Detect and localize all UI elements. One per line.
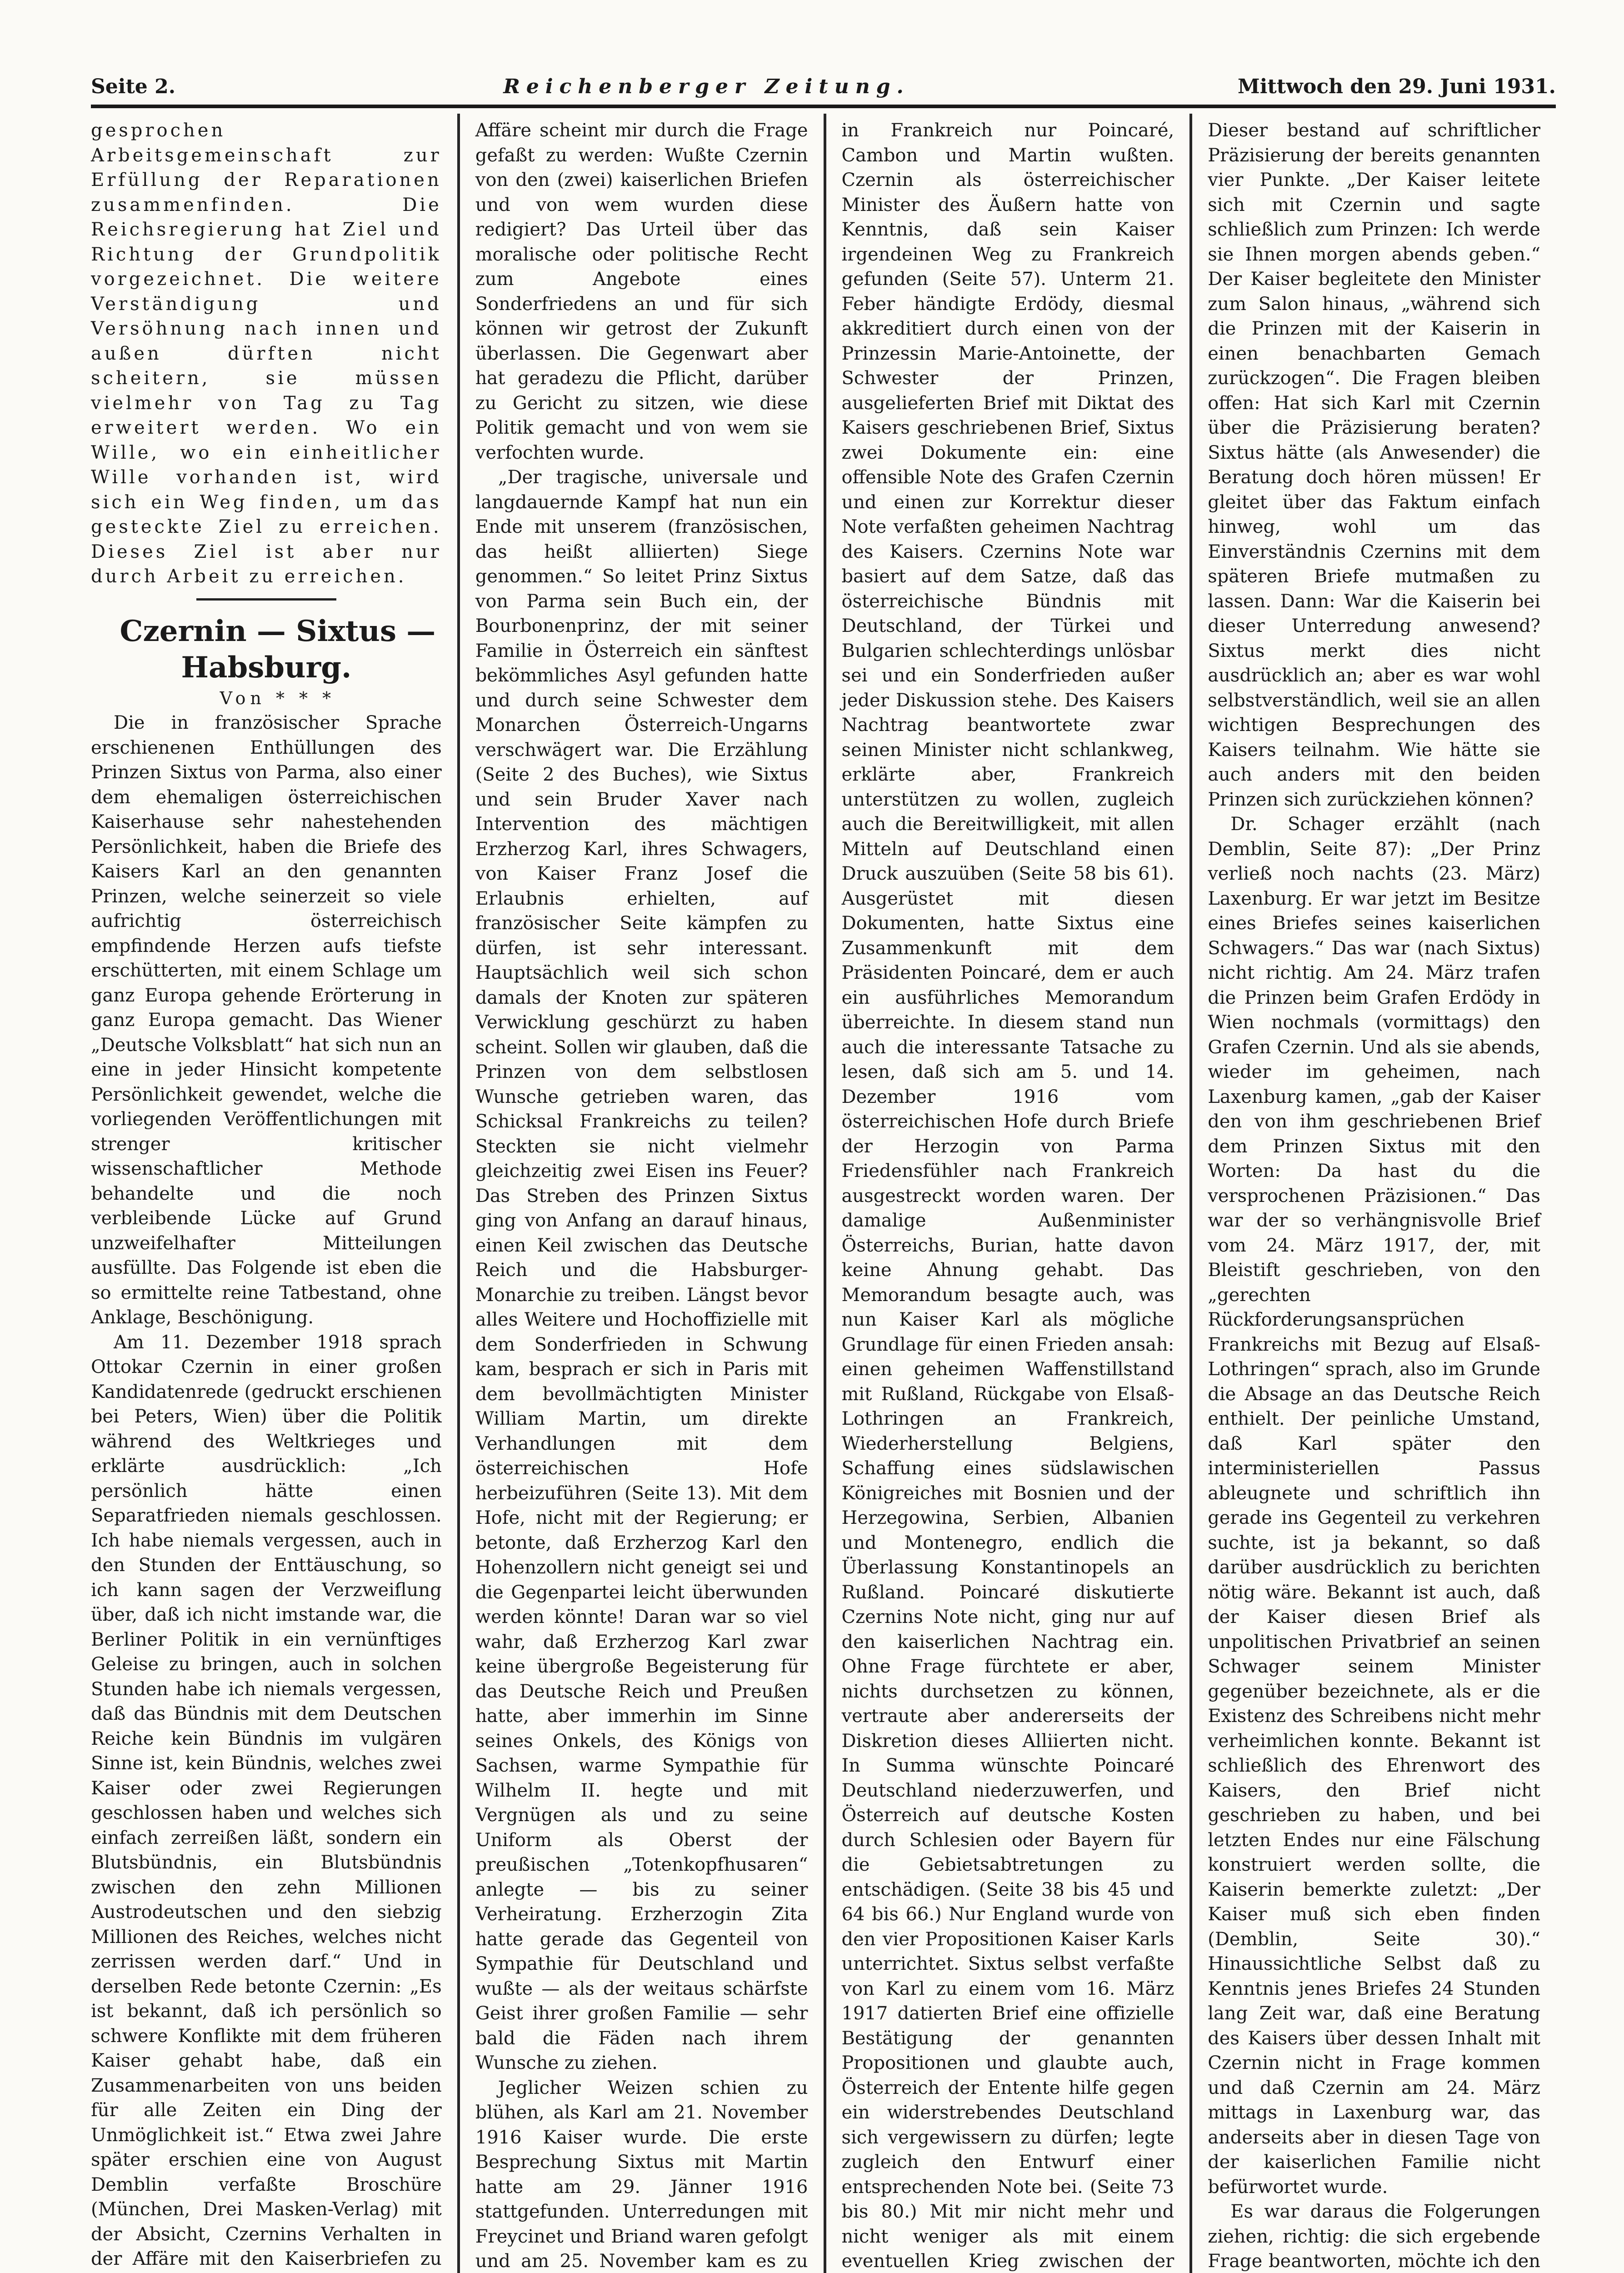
article-byline: Von * * * (91, 686, 442, 711)
paragraph: Dr. Schager erzählt (nach Demblin, Seite 87): „Der Prinz verließ noch nachts (23. März) Laxenburg. Er war jetzt im Besitze eines Briefes seines kaiserlichen Schwagers.“ Das war (nach Sixtus) nicht richtig. Am 24. März trafen die Prinzen beim Grafen Erdödy in Wien nochmals (vormittags) den Grafen Czernin. Und als sie abends, wieder im geheimen, nach Laxenburg kamen, „gab der Kaiser den von ihm geschriebenen Brief dem Prinzen Sixtus mit den Worten: Da hast du die versprochenen Präzisionen.“ Das war der so verhängnisvolle Brief vom 24. März 1917, der, mit Bleistift geschrieben, von den „gerechten Rückforderungsansprüchen Frankreichs mit Bezug auf Elsaß-Lothringen“ sprach, also im Grunde die Absage an das Deutsche Reich enthielt. Der peinliche Umstand, daß Karl später den interministeriellen Passus ableugnete und schriftlich ihn gerade ins Gegenteil zu verkehren suchte, ist ja bekannt, so daß darüber ausdrücklich zu berichten nötig wäre. Bekannt ist auch, daß der Kaiser diesen Brief als unpolitischen Privatbrief an seinen Schwager seinem Minister gegenüber bezeichnete, als er die Existenz des Schreibens nicht mehr verheimlichen konnte. Bekannt ist schließlich des Ehrenwort des Kaisers, den Brief nicht geschrieben zu haben, und bei letzten Endes nur eine Fälschung konstruiert werden sollte, die Kaiserin bemerkte zuletzt: „Der Kaiser muß sich eben finden (Demblin, Seite 30).“ Hinaussichtliche Selbst daß zu Kenntnis jenes Briefes 24 Stunden lang Zeit war, daß eine Beratung des Kaisers über dessen Inhalt mit Czernin nicht in Frage kommen und daß Czernin am 24. März mittags in Laxenburg war, das anderseits aber in diesen Tage von der kaiserlichen Familie nicht befürwortet wurde. (1208, 812, 1540, 2199)
page-number: Seite 2. (91, 75, 175, 98)
column-4 (1189, 114, 1556, 2273)
column-1 (91, 114, 457, 2273)
page-header (91, 68, 1556, 108)
paragraph: Affäre scheint mir durch die Frage gefaßt zu werden: Wußte Czernin von den (zwei) kaiserlichen Briefen und von wem wurden diese redigiert? Das Urteil über das moralische oder politische Recht zum Angebote eines Sonderfriedens an und für sich können wir getrost der Zukunft überlassen. Die Gegenwart aber hat geradezu die Pflicht, darüber zu Gericht zu sitzen, wie diese Politik gemacht und von wem sie verfochten wurde. (475, 118, 808, 465)
paragraph: in Frankreich nur Poincaré, Cambon und Martin wußten. Czernin als österreichischer Minister des Äußern hatte von Kenntnis, daß sein Kaiser irgendeinen Weg zu Frankreich gefunden (Seite 57). Unterm 21. Feber händigte Erdödy, diesmal akkreditiert durch einen von der Prinzessin Marie-Antoinette, der Schwester der Prinzen, ausgelieferten Brief mit Diktat des Kaisers geschriebenen Brief, Sixtus zwei Dokumente ein: eine offensible Note des Grafen Czernin und einen zur Korrektur dieser Note verfaßten geheimen Nachtrag des Kaisers. Czernins Note war basiert auf dem Satze, daß das österreichische Bündnis mit Deutschland, der Türkei und Bulgarien schlechterdings unlösbar sei und ein Sonderfrieden außer jeder Diskussion stehe. Des Kaisers Nachtrag beantwortete zwar seinen Minister nicht schlankweg, erklärte aber, Frankreich unterstützen zu wollen, zugleich auch die Bereitwilligkeit, mit allen Mitteln auf Deutschland einen Druck auszuüben (Seite 58 bis 61). Ausgerüstet mit diesen Dokumenten, hatte Sixtus eine Zusammenkunft mit dem Präsidenten Poincaré, dem er auch ein ausführliches Memorandum überreichte. In diesem stand nun auch die interessante Tatsache zu lesen, daß sich am 5. und 14. Dezember 1916 vom österreichischen Hofe durch Briefe der Herzogin von Parma Friedensfühler nach Frankreich ausgestreckt worden waren. Der damalige Außenminister Österreichs, Burian, hatte davon keine Ahnung gehabt. Das Memorandum besagte auch, was nun Kaiser Karl als mögliche Grundlage für einen Frieden ansah: einen geheimen Waffenstillstand mit Rußland, Rückgabe von Elsaß-Lothringen an Frankreich, Wiederherstellung Belgiens, Schaffung eines südslawischen Königreiches mit Bosnien und der Herzegowina, Serbien, Albanien und Montenegro, endlich die Überlassung Konstantinopels an Rußland. Poincaré diskutierte Czernins Note nicht, ging nur auf den kaiserlichen Nachtrag ein. Ohne Frage fürchtete er aber, nichts durchsetzen zu können, vertraute aber andererseits der Diskretion dieses Alliierten nicht. In Summa wünschte Poincaré Deutschland niederzuwerfen, und Österreich auf deutsche Kosten durch Schlesien oder Bayern für die Gebietsabtretungen zu entschädigen. (Seite 38 bis 45 und 64 bis 66.) Nur England wurde von den vier Propositionen Kaiser Karls unterrichtet. Sixtus selbst verfaßte von Karl zu einem vom 16. März 1917 datierten Brief eine offizielle Bestätigung der genannten Propositionen und glaubte auch, Österreich der Entente hilfe gegen ein widerstrebendes Deutschland sich vergewissern zu dürfen; legte zugleich den Entwurf einer entsprechenden Note bei. (Seite 73 bis 80.) Mit mir nicht mehr und nicht weniger als mit einem eventuellen Krieg zwischen der (842, 118, 1174, 2273)
issue-date: Mittwoch den 29. Juni 1931. (1238, 75, 1556, 98)
article-headline: Czernin — Sixtus — Habsburg. (91, 613, 442, 686)
paragraph: Am 11. Dezember 1918 sprach Ottokar Czernin in einer großen Kandidatenrede (gedruckt erschienen bei Peters, Wien) über die Politik während des Weltkrieges und erklärte ausdrücklich: „Ich persönlich hätte einen Separatfrieden niemals geschlossen. Ich habe niemals vergessen, auch in den Stunden der Enttäuschung, so ich kann sagen der Verzweiflung über, daß ich nicht imstande war, die Berliner Politik in ein vernünftiges Geleise zu bringen, auch in solchen Stunden habe ich niemals vergessen, daß das Bündnis mit dem Deutschen Reiche kein Bündnis im vulgären Sinne ist, kein Bündnis, welches zwei Kaiser oder zwei Regierungen geschlossen haben und welches sich einfach zerreißen läßt, sondern ein Blutsbündnis, ein Blutsbündnis zwischen den zehn Millionen Austrodeutschen und den siebzig Millionen des Reiches, welches nicht zerrissen werden darf.“ Und in derselben Rede betonte Czernin: „Es ist bekannt, daß ich persönlich so schwere Konflikte mit dem früheren Kaiser gehabt habe, daß ein Zusammenarbeiten von uns beiden für alle Zeiten ein Ding der Unmöglichkeit ist.“ Etwa zwei Jahre später erschien eine von August Demblin verfaßte Broschüre (München, Drei Masken-Verlag) mit der Absicht, Czernins Verhalten in der Affäre mit den Kaiserbriefen zu (91, 1330, 442, 2273)
paragraph: Es war daraus die Folgerungen ziehen, richtig: die sich ergebende Frage beantworten, möchte ich den (1208, 2199, 1540, 2273)
column-2 (457, 114, 824, 2273)
paragraph: Die in französischer Sprache erschienenen Enthüllungen des Prinzen Sixtus von Parma, also einer dem ehemaligen österreichischen Kaiserhause sehr nahestehenden Persönlichkeit, haben die Briefe des Kaisers Karl an den genannten Prinzen, welche seinerzeit so viele aufrichtig österreichisch empfindende Herzen aufs tiefste erschütterten, mit einem Schlage um ganz Europa gehende Erörterung in ganz Europa gemacht. Das Wiener „Deutsche Volksblatt“ hat sich nun an eine in jeder Hinsicht kompetente Persönlichkeit gewendet, welche die vorliegenden Veröffentlichungen mit strenger kritischer wissenschaftlicher Methode behandelte und die noch verbleibende Lücke auf Grund unzweifelhafter Mitteilungen ausfüllte. Das Folgende ist eben die so ermittelte reine Tatbestand, ohne Anklage, Beschönigung. (91, 711, 442, 1330)
text-columns (91, 114, 1556, 2140)
paragraph: gesprochen Arbeitsgemeinschaft zur Erfüllung der Reparationen zusammenfinden. Die Reichsregierung hat Ziel und Richtung der Grundpolitik vorgezeichnet. Die weitere Verständigung und Versöhnung nach innen und außen dürften nicht scheitern, sie müssen vielmehr von Tag zu Tag erweitert werden. Wo ein Wille, wo ein einheitlicher Wille vorhanden ist, wird sich ein Weg finden, um das gesteckte Ziel zu erreichen. Dieses Ziel ist aber nur durch Arbeit zu erreichen. (91, 118, 442, 589)
column-3 (824, 114, 1190, 2273)
paragraph: Jeglicher Weizen schien zu blühen, als Karl am 21. November 1916 Kaiser wurde. Die erste Besprechung Sixtus mit Martin hatte am 29. Jänner 1916 stattgefunden. Unterredungen mit Freycinet und Briand waren gefolgt und am 25. November kam es zu (475, 2076, 808, 2273)
paragraph: Dieser bestand auf schriftlicher Präzisierung der bereits genannten vier Punkte. „Der Kaiser leitete sich mit Czernin und sagte schließlich zum Prinzen: Ich werde sie Ihnen morgen abends geben.“ Der Kaiser begleitete den Minister zum Salon hinaus, „während sich die Prinzen mit der Kaiserin in einen benachbarten Gemach zurückzogen“. Die Fragen bleiben offen: Hat sich Karl mit Czernin über die Präzisierung beraten? Sixtus hätte (als Anwesender) die Beratung doch hören müssen! Er gleitet über das Faktum einfach hinweg, wohl um das Einverständnis Czernins mit dem späteren Briefe mutmaßen zu lassen. Dann: War die Kaiserin bei dieser Unterredung anwesend? Sixtus merkt dies nicht ausdrücklich an; aber es war wohl selbstverständlich, weil sie an allen wichtigen Besprechungen des Kaisers teilnahm. Wie hätte sie auch anders mit den beiden Prinzen sich zurückziehen können? (1208, 118, 1540, 812)
divider (196, 598, 337, 601)
paragraph: „Der tragische, universale und langdauernde Kampf hat nun ein Ende mit unserem (französischen, das heißt alliierten) Siege genommen.“ So leitet Prinz Sixtus von Parma sein Buch ein, der Bourbonenprinz, der mit seiner Familie in Österreich ein sänftest bekömmliches Asyl gefunden hatte und durch seine Schwester dem Monarchen Österreich-Ungarns verschwägert war. Die Erzählung (Seite 2 des Buches), wie Sixtus und sein Bruder Xaver nach Intervention des mächtigen Erzherzog Karl, ihres Schwagers, von Kaiser Franz Josef die Erlaubnis erhielten, auf französischer Seite kämpfen zu dürfen, ist sehr interessant. Hauptsächlich weil sich schon damals der Knoten zur späteren Verwicklung geschürzt zu haben scheint. Sollen wir glauben, daß die Prinzen von dem selbstlosen Wunsche getrieben waren, das Schicksal Frankreichs zu teilen? Steckten sie nicht vielmehr gleichzeitig zwei Eisen ins Feuer? Das Streben des Prinzen Sixtus ging von Anfang an darauf hinaus, einen Keil zwischen das Deutsche Reich und die Habsburger-Monarchie zu treiben. Längst bevor alles Weitere und Hochoffizielle mit dem Sonderfrieden in Schwung kam, besprach er sich in Paris mit dem bevollmächtigten Minister William Martin, um direkte Verhandlungen mit dem österreichischen Hofe herbeizuführen (Seite 13). Mit dem Hofe, nicht mit der Regierung; er betonte, daß Erzherzog Karl den Hohenzollern nicht geneigt sei und die Gegenpartei leicht überwunden werden könnte! Daran war so viel wahr, daß Erzherzog Karl zwar keine übergroße Begeisterung für das Deutsche Reich und Preußen hatte, aber immerhin im Sinne seines Onkels, des Königs von Sachsen, warme Sympathie für Wilhelm II. hegte und mit Vergnügen als und zu seine Uniform als Oberst der preußischen „Totenkopfhusaren“ anlegte — bis zu seiner Verheiratung. Erzherzogin Zita hatte gerade das Gegenteil von Sympathie für Deutschland und wußte — als der weitaus schärfste Geist ihrer großen Familie — sehr bald die Fäden nach ihrem Wunsche zu ziehen. (475, 465, 808, 2076)
newspaper-title: Reichenberger Zeitung. (503, 75, 909, 98)
